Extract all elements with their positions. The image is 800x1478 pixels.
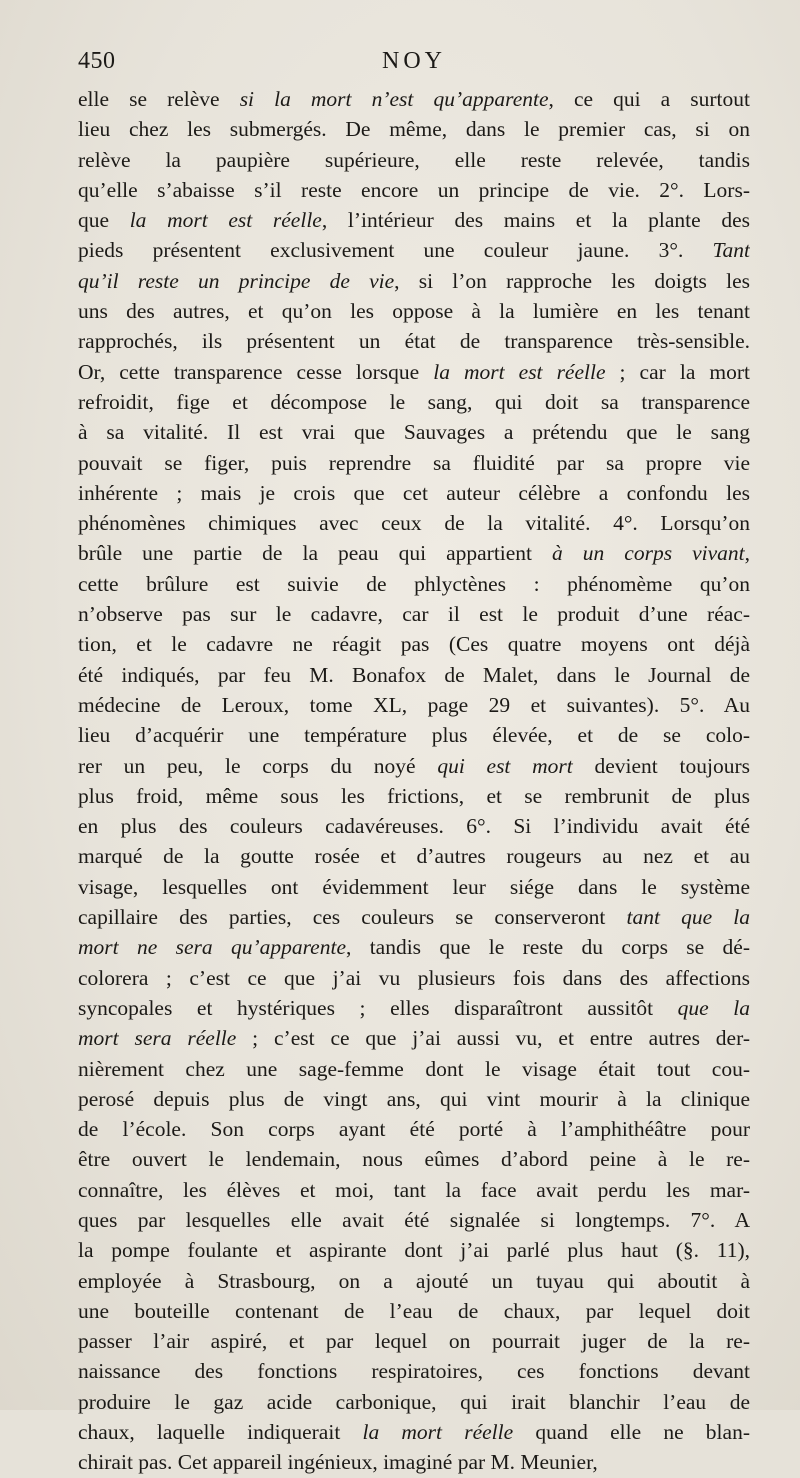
text-run: chaux, laquelle indiquerait bbox=[78, 1420, 363, 1445]
text-run: visage, lesquelles ont évidemment leur siége dans le système bbox=[78, 874, 750, 899]
text-line bbox=[78, 841, 750, 871]
text-line bbox=[78, 266, 750, 296]
italic-phrase: mort sera réelle bbox=[78, 1026, 237, 1051]
text-line bbox=[78, 296, 750, 326]
text-line bbox=[78, 902, 750, 932]
text-run: phénomènes chimiques avec ceux de la vitalité. 4°. Lorsqu’on bbox=[78, 511, 750, 536]
text-line bbox=[78, 781, 750, 811]
text-run: colorera ; c’est ce que j’ai vu plusieurs fois dans des affections bbox=[78, 965, 750, 990]
text-line bbox=[78, 205, 750, 235]
body-text bbox=[78, 84, 750, 1478]
italic-phrase: qui est mort bbox=[437, 753, 573, 778]
text-run: la pompe foulante et aspirante dont j’ai parlé plus haut (§. 11), bbox=[78, 1238, 750, 1263]
text-run: une bouteille contenant de l’eau de chaux, par lequel doit bbox=[78, 1298, 750, 1323]
text-line bbox=[78, 235, 750, 265]
text-run: capillaire des parties, ces couleurs se conserveront bbox=[78, 905, 627, 930]
text-line bbox=[78, 538, 750, 568]
text-line bbox=[78, 1235, 750, 1265]
text-line bbox=[78, 751, 750, 781]
text-run: plus froid, même sous les frictions, et se rembrunit de plus bbox=[78, 783, 750, 808]
italic-phrase: la mort réelle bbox=[362, 1420, 514, 1445]
text-line bbox=[78, 1266, 750, 1296]
italic-phrase: que la bbox=[677, 995, 750, 1020]
text-run: marqué de la goutte rosée et d’autres rougeurs au nez et au bbox=[78, 844, 750, 869]
text-run: elle se relève bbox=[78, 87, 240, 111]
text-run: refroidit, fige et décompose le sang, qui doit sa transparence bbox=[78, 389, 750, 414]
text-line bbox=[78, 811, 750, 841]
text-run: quand elle ne blan- bbox=[513, 1420, 750, 1445]
text-line bbox=[78, 690, 750, 720]
text-line bbox=[78, 175, 750, 205]
italic-phrase: tant que la bbox=[626, 905, 750, 930]
text-line bbox=[78, 1205, 750, 1235]
text-line bbox=[78, 993, 750, 1023]
text-run: qu’elle s’abaisse s’il reste encore un principe de vie. 2°. Lors- bbox=[78, 177, 750, 202]
text-run: n’observe pas sur le cadavre, car il est le produit d’une réac- bbox=[78, 602, 750, 627]
text-line bbox=[78, 1023, 750, 1053]
italic-phrase: la mort est réelle bbox=[433, 359, 606, 384]
text-line bbox=[78, 145, 750, 175]
text-run: nièrement chez une sage-femme dont le visage était tout cou- bbox=[78, 1056, 750, 1081]
text-line bbox=[78, 963, 750, 993]
text-run: pouvait se figer, puis reprendre sa fluidité par sa propre vie bbox=[78, 450, 750, 475]
text-run: uns des autres, et qu’on les oppose à la lumière en les tenant bbox=[78, 299, 750, 324]
text-run: ques par lesquelles elle avait été signalée si longtemps. 7°. A bbox=[78, 1207, 750, 1232]
text-run: tion, et le cadavre ne réagit pas (Ces quatre moyens ont déjà bbox=[78, 632, 750, 657]
text-run: perosé depuis plus de vingt ans, qui vint mourir à la clinique bbox=[78, 1086, 750, 1111]
text-run: , bbox=[744, 541, 750, 566]
text-line bbox=[78, 357, 750, 387]
text-run: passer l’air aspiré, et par lequel on pourrait juger de la re- bbox=[78, 1329, 750, 1354]
text-line bbox=[78, 1447, 750, 1477]
text-line bbox=[78, 932, 750, 962]
text-run: lieu chez les submergés. De même, dans le premier cas, si on bbox=[78, 117, 750, 142]
text-line bbox=[78, 1144, 750, 1174]
text-line bbox=[78, 417, 750, 447]
running-head: NOY bbox=[382, 48, 446, 74]
text-line bbox=[78, 326, 750, 356]
text-line bbox=[78, 872, 750, 902]
page-header bbox=[78, 44, 750, 84]
text-line bbox=[78, 629, 750, 659]
text-line bbox=[78, 569, 750, 599]
text-line bbox=[78, 508, 750, 538]
italic-phrase: si la mort n’est qu’apparente bbox=[239, 87, 549, 111]
text-run: pieds présentent exclusivement une couleur jaune. 3°. bbox=[78, 238, 713, 263]
text-run: à sa vitalité. Il est vrai que Sauvages a prétendu que le sang bbox=[78, 420, 750, 445]
text-run: employée à Strasbourg, on a ajouté un tuyau qui aboutit à bbox=[78, 1268, 750, 1293]
text-line bbox=[78, 1326, 750, 1356]
text-run: rapprochés, ils présentent un état de transparence très-sensible. bbox=[78, 329, 750, 354]
text-line bbox=[78, 114, 750, 144]
italic-phrase: la mort est réelle bbox=[129, 208, 322, 233]
text-run: , tandis que le reste du corps se dé- bbox=[345, 935, 750, 960]
text-run: inhérente ; mais je crois que cet auteur célèbre a confondu les bbox=[78, 480, 750, 505]
text-run: en plus des couleurs cadavéreuses. 6°. Si l’individu avait été bbox=[78, 814, 750, 839]
text-run: de l’école. Son corps ayant été porté à l’amphithéâtre pour bbox=[78, 1117, 750, 1142]
italic-phrase: qu’il reste un principe de vie bbox=[78, 268, 395, 293]
text-run: être ouvert le lendemain, nous eûmes d’abord peine à le re- bbox=[78, 1147, 750, 1172]
text-run: relève la paupière supérieure, elle reste relevée, tandis bbox=[78, 147, 750, 172]
text-run: brûle une partie de la peau qui appartient bbox=[78, 541, 553, 566]
text-line bbox=[78, 478, 750, 508]
italic-phrase: Tant bbox=[712, 238, 750, 263]
text-run: , l’intérieur des mains et la plante des bbox=[321, 208, 750, 233]
text-line bbox=[78, 1356, 750, 1386]
text-run: , ce qui a surtout bbox=[548, 87, 750, 111]
text-run: produire le gaz acide carbonique, qui irait blanchir l’eau de bbox=[78, 1389, 750, 1414]
text-line bbox=[78, 1296, 750, 1326]
text-run: médecine de Leroux, tome XL, page 29 et suivantes). 5°. Au bbox=[78, 692, 750, 717]
text-line bbox=[78, 1084, 750, 1114]
text-run: naissance des fonctions respiratoires, ces fonctions devant bbox=[78, 1359, 750, 1384]
text-line bbox=[78, 84, 750, 114]
text-run: Or, cette transparence cesse lorsque bbox=[78, 359, 434, 384]
text-line bbox=[78, 660, 750, 690]
text-line bbox=[78, 1054, 750, 1084]
text-run: , si l’on rapproche les doigts les bbox=[394, 268, 750, 293]
text-run: devient toujours bbox=[572, 753, 750, 778]
text-line bbox=[78, 1387, 750, 1417]
text-run: cette brûlure est suivie de phlyctènes : phénomème qu’on bbox=[78, 571, 750, 596]
text-run: connaître, les élèves et moi, tant la face avait perdu les mar- bbox=[78, 1177, 750, 1202]
italic-phrase: à un corps vivant bbox=[552, 541, 745, 566]
text-line bbox=[78, 1114, 750, 1144]
text-run: ; car la mort bbox=[605, 359, 750, 384]
italic-phrase: mort ne sera qu’apparente bbox=[78, 935, 346, 960]
text-line bbox=[78, 387, 750, 417]
text-run: chirait pas. Cet appareil ingénieux, imaginé par M. Meunier, bbox=[78, 1450, 598, 1475]
page-number: 450 bbox=[78, 48, 116, 74]
text-line bbox=[78, 720, 750, 750]
text-line bbox=[78, 1175, 750, 1205]
text-run: ; c’est ce que j’ai aussi vu, et entre autres der- bbox=[236, 1026, 750, 1051]
text-run: été indiqués, par feu M. Bonafox de Malet, dans le Journal de bbox=[78, 662, 750, 687]
text-line bbox=[78, 448, 750, 478]
text-line bbox=[78, 1417, 750, 1447]
text-line bbox=[78, 599, 750, 629]
text-run: que bbox=[78, 208, 130, 233]
text-run: syncopales et hystériques ; elles disparaîtront aussitôt bbox=[78, 995, 678, 1020]
text-run: rer un peu, le corps du noyé bbox=[78, 753, 438, 778]
text-run: lieu d’acquérir une température plus élevée, et de se colo- bbox=[78, 723, 750, 748]
